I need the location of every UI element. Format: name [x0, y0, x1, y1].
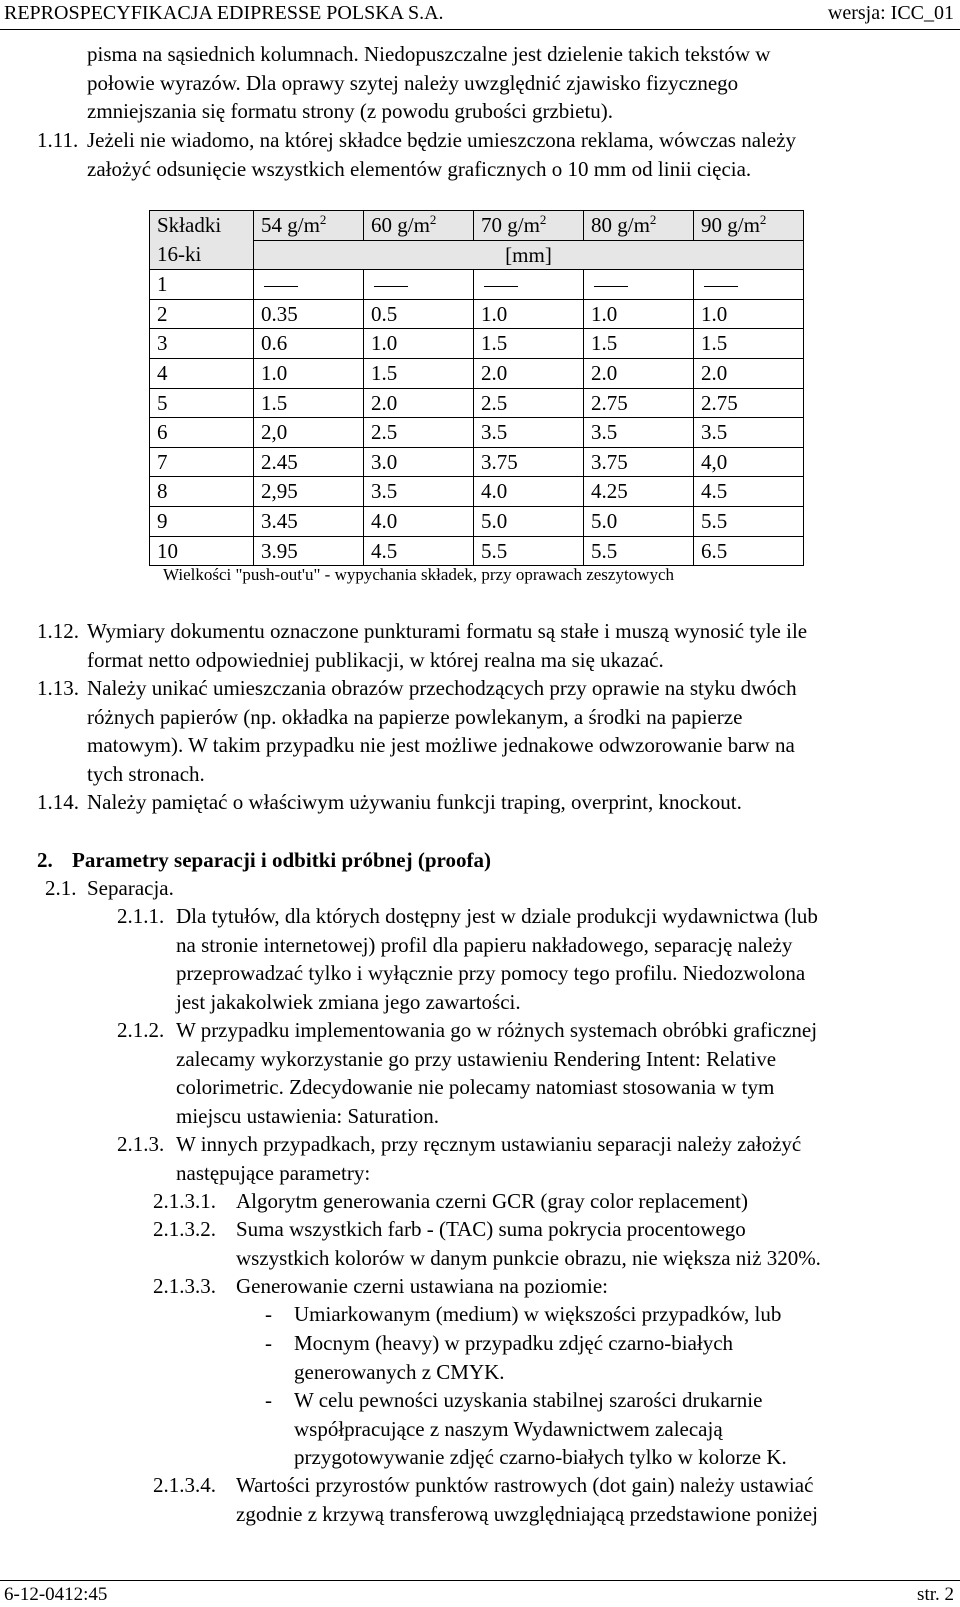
text-line: W przypadku implementowania go w różnych systemach obróbki graficznej: [176, 1018, 818, 1042]
item-number: 2.1.3.4.: [153, 1473, 216, 1497]
text-line: Suma wszystkich farb - (TAC) suma pokrycia procentowego: [236, 1217, 746, 1241]
list-item: [153, 1215, 216, 1244]
dash-line: [704, 286, 738, 287]
value-cell: 1.5: [364, 358, 474, 388]
text-line: Jeżeli nie wiadomo, na której składce będzie umieszczona reklama, wówczas należy: [87, 128, 797, 152]
text-line: Wartości przyrostów punktów rastrowych (dot gain) należy ustawiać: [236, 1473, 814, 1497]
dash-line: [374, 286, 408, 287]
item-text: [236, 1187, 748, 1216]
table-row: [150, 299, 804, 329]
value-cell: 3.95: [254, 536, 364, 566]
value-cell: 1.5: [254, 388, 364, 418]
item-number: 2.1.2.: [117, 1018, 165, 1042]
table-row: [150, 447, 804, 477]
superscript: 2: [649, 212, 657, 227]
page-header: [0, 0, 960, 34]
row-label-cell: 4: [150, 358, 254, 388]
item-number: 2.1.1.: [117, 904, 165, 928]
text-line: przygotowywanie zdjęć czarno-białych tylko w kolorze K.: [294, 1445, 787, 1470]
value-cell: 3.5: [474, 418, 584, 448]
item-number: 1.14.: [37, 790, 79, 814]
value-cell: 2.0: [474, 358, 584, 388]
list-item: [37, 617, 808, 672]
text-line: na stronie internetowej) profil dla papieru nakładowego, separację należy: [176, 932, 793, 957]
value-cell: [254, 270, 364, 300]
list-item: [117, 1130, 164, 1159]
item-text: [176, 902, 818, 1016]
value-cell: 3.75: [474, 447, 584, 477]
value-cell: 3.75: [584, 447, 694, 477]
text-line: pisma na sąsiednich kolumnach. Niedopuszczalne jest dzielenie takich tekstów w: [87, 42, 771, 66]
subsection-title-wrap: [87, 874, 174, 903]
value-cell: 2.0: [584, 358, 694, 388]
value-cell: 3.5: [694, 418, 804, 448]
item-text: [176, 1130, 801, 1187]
row-label-cell: 6: [150, 418, 254, 448]
pushout-table: [149, 210, 804, 566]
text-line: wszystkich kolorów w danym punkcie obrazu, nie większa niż 320%.: [236, 1245, 821, 1270]
value-cell: 4.5: [694, 477, 804, 507]
grammage-label: 54 g/m: [261, 213, 320, 237]
value-cell: 1.0: [584, 299, 694, 329]
item-text: [236, 1215, 821, 1272]
value-cell: 1.5: [694, 329, 804, 359]
value-cell: 0.6: [254, 329, 364, 359]
table-row: [150, 477, 804, 507]
list-item: [153, 1471, 216, 1500]
item-text: [236, 1272, 608, 1301]
value-cell: 6.5: [694, 536, 804, 566]
list-item: [117, 1016, 164, 1045]
item-text: [236, 1471, 818, 1528]
footer-date: 6-12-0412:45: [4, 1584, 108, 1605]
item-text: [87, 617, 807, 674]
value-cell: 4.25: [584, 477, 694, 507]
value-cell: 2.75: [694, 388, 804, 418]
dash-line: [484, 286, 518, 287]
text-line: zalecamy wykorzystanie go przy ustawieniu Rendering Intent: Relative: [176, 1046, 777, 1071]
table-row: [150, 358, 804, 388]
dash-line: [594, 286, 628, 287]
dash-line: [264, 286, 298, 287]
row-label-cell: 10: [150, 536, 254, 566]
value-cell: 1.0: [254, 358, 364, 388]
bullet-mark: -: [265, 1388, 272, 1412]
value-cell: [364, 270, 474, 300]
row-label-cell: 7: [150, 447, 254, 477]
value-cell: [584, 270, 694, 300]
value-cell: 0.35: [254, 299, 364, 329]
table-row: [150, 270, 804, 300]
text-line: Wymiary dokumentu oznaczone punkturami formatu są stałe i muszą wynosić tyle ile: [87, 619, 808, 643]
table-row: [150, 418, 804, 448]
value-cell: 4,0: [694, 447, 804, 477]
text-line: następujące parametry:: [176, 1160, 371, 1185]
item-1-11-text: [87, 126, 796, 183]
header-version: wersja: ICC_01: [827, 2, 954, 24]
table-row: [150, 506, 804, 536]
section-title: Parametry separacji i odbitki próbnej (proofa): [72, 848, 491, 872]
value-cell: 1.0: [694, 299, 804, 329]
grammage-label: 90 g/m: [701, 213, 760, 237]
value-cell: 2.5: [364, 418, 474, 448]
value-cell: [694, 270, 804, 300]
text-line: Należy pamiętać o właściwym używaniu funkcji traping, overprint, knockout.: [87, 790, 742, 814]
item-number: 1.11.: [37, 128, 79, 152]
bullet-text: [294, 1329, 733, 1386]
text-line: jest jakakolwiek zmiana jego zawartości.: [176, 989, 521, 1014]
subsection-number: 2.1.: [45, 876, 77, 900]
text-line: format netto odpowiedniej publikacji, w której realna ma się ukazać.: [87, 647, 664, 672]
value-cell: 2,95: [254, 477, 364, 507]
table-unit-row: [150, 240, 804, 270]
text-line: zmniejszania się formatu strony (z powodu grubości grzbietu).: [87, 99, 614, 124]
row-label-cell: 8: [150, 477, 254, 507]
value-cell: 5.0: [474, 506, 584, 536]
text-line: colorimetric. Zdecydowanie nie polecamy natomiast stosowania w tym: [176, 1075, 775, 1100]
list-item: [153, 1187, 216, 1216]
list-item: [37, 788, 79, 817]
text-line: założyć odsunięcie wszystkich elementów graficznych o 10 mm od linii cięcia.: [87, 156, 752, 181]
text-line: Należy unikać umieszczania obrazów przechodzących przy oprawie na styku dwóch: [87, 676, 797, 700]
item-number: 1.13.: [37, 676, 79, 700]
text-line: generowanych z CMYK.: [294, 1359, 505, 1384]
text-line: Generowanie czerni ustawiana na poziomie:: [236, 1274, 609, 1298]
value-cell: 2.45: [254, 447, 364, 477]
value-cell: 2.75: [584, 388, 694, 418]
header-cell: Składki: [150, 211, 254, 241]
value-cell: 5.5: [694, 506, 804, 536]
table-row: [150, 388, 804, 418]
row-label-cell: 1: [150, 270, 254, 300]
text-line: Algorytm generowania czerni GCR (gray color replacement): [236, 1189, 748, 1213]
header-cell: [364, 211, 474, 241]
value-cell: 3.5: [584, 418, 694, 448]
table-header-row: [150, 211, 804, 241]
section-heading: [37, 846, 53, 875]
item-number: 2.1.3.2.: [153, 1217, 216, 1241]
row-label-cell: 9: [150, 506, 254, 536]
header-rule: [0, 29, 960, 30]
item-number: 2.1.3.3.: [153, 1274, 216, 1298]
page-number: str. 2: [917, 1584, 954, 1605]
item-1-11: [37, 126, 78, 155]
text-line: Dla tytułów, dla których dostępny jest w dziale produkcji wydawnictwa (lub: [176, 904, 818, 928]
value-cell: 3.45: [254, 506, 364, 536]
page-footer: [0, 1580, 960, 1607]
intro-paragraph: [87, 40, 770, 126]
text-line: W innych przypadkach, przy ręcznym ustawianiu separacji należy założyć: [176, 1132, 802, 1156]
text-line: tych stronach.: [87, 761, 205, 786]
item-text: [87, 674, 797, 788]
header-cell: [694, 211, 804, 241]
text-line: połowie wyrazów. Dla oprawy szytej należy uwzględnić zjawisko fizycznego: [87, 70, 739, 95]
grammage-label: 70 g/m: [481, 213, 540, 237]
value-cell: 5.0: [584, 506, 694, 536]
value-cell: 2,0: [254, 418, 364, 448]
text-line: Mocnym (heavy) w przypadku zdjęć czarno-białych: [294, 1331, 734, 1355]
header-cell: [584, 211, 694, 241]
item-text: [87, 788, 742, 817]
list-item: [153, 1272, 216, 1301]
grammage-label: 80 g/m: [591, 213, 650, 237]
value-cell: 1.0: [474, 299, 584, 329]
section-title-wrap: [72, 846, 491, 875]
value-cell: 2.0: [364, 388, 474, 418]
value-cell: 4.5: [364, 536, 474, 566]
header-cell: [254, 211, 364, 241]
value-cell: 0.5: [364, 299, 474, 329]
subsection-heading: [45, 874, 77, 903]
footer-rule: [0, 1580, 960, 1581]
value-cell: 1.0: [364, 329, 474, 359]
text-line: W celu pewności uzyskania stabilnej szarości drukarnie: [294, 1388, 763, 1412]
list-item: [117, 902, 164, 931]
text-line: Umiarkowanym (medium) w większości przypadków, lub: [294, 1302, 782, 1326]
text-line: matowym). W takim przypadku nie jest możliwe jednakowe odwzorowanie barw na: [87, 733, 795, 758]
row-label-cell: 5: [150, 388, 254, 418]
list-item: [37, 674, 79, 703]
table-body: [150, 270, 804, 566]
items-1-list: [37, 617, 808, 672]
text-line: współpracujące z naszym Wydawnictwem zalecają: [294, 1416, 723, 1441]
superscript: 2: [539, 212, 547, 227]
subsection-title: Separacja.: [87, 876, 174, 900]
item-number: 2.1.3.1.: [153, 1189, 216, 1213]
item-text: [176, 1016, 817, 1130]
table-row: [150, 329, 804, 359]
text-line: przeprowadzać tylko i wyłącznie przy pomocy tego profilu. Niedozwolona: [176, 961, 806, 986]
table-row: [150, 536, 804, 566]
value-cell: 4.0: [364, 506, 474, 536]
bullet-text: [294, 1300, 781, 1329]
header-cell: [474, 211, 584, 241]
text-line: różnych papierów (np. okładka na papierze powlekanym, a środki na papierze: [87, 704, 743, 729]
value-cell: 2.0: [694, 358, 804, 388]
bullet-mark: -: [265, 1302, 272, 1326]
superscript: 2: [319, 212, 327, 227]
unit-cell: [mm]: [254, 240, 804, 270]
item-number: 1.12.: [37, 619, 79, 643]
value-cell: 3.5: [364, 477, 474, 507]
value-cell: 4.0: [474, 477, 584, 507]
superscript: 2: [759, 212, 767, 227]
text-line: miejscu ustawienia: Saturation.: [176, 1103, 440, 1128]
value-cell: 2.5: [474, 388, 584, 418]
section-number: 2.: [37, 848, 53, 872]
table-caption: Wielkości "push-out'u" - wypychania składek, przy oprawach zeszytowych: [163, 565, 674, 584]
value-cell: 5.5: [474, 536, 584, 566]
value-cell: 1.5: [474, 329, 584, 359]
grammage-label: 60 g/m: [371, 213, 430, 237]
superscript: 2: [429, 212, 437, 227]
value-cell: 1.5: [584, 329, 694, 359]
text-line: zgodnie z krzywą transferową uwzględniającą przedstawione poniżej: [236, 1501, 818, 1526]
item-number: 2.1.3.: [117, 1132, 165, 1156]
value-cell: 5.5: [584, 536, 694, 566]
bullet-text: [294, 1386, 787, 1472]
bullet-mark: -: [265, 1331, 272, 1355]
value-cell: [474, 270, 584, 300]
header-cell: 16-ki: [150, 240, 254, 270]
row-label-cell: 2: [150, 299, 254, 329]
row-label-cell: 3: [150, 329, 254, 359]
value-cell: 3.0: [364, 447, 474, 477]
header-title: REPROSPECYFIKACJA EDIPRESSE POLSKA S.A.: [4, 2, 444, 24]
